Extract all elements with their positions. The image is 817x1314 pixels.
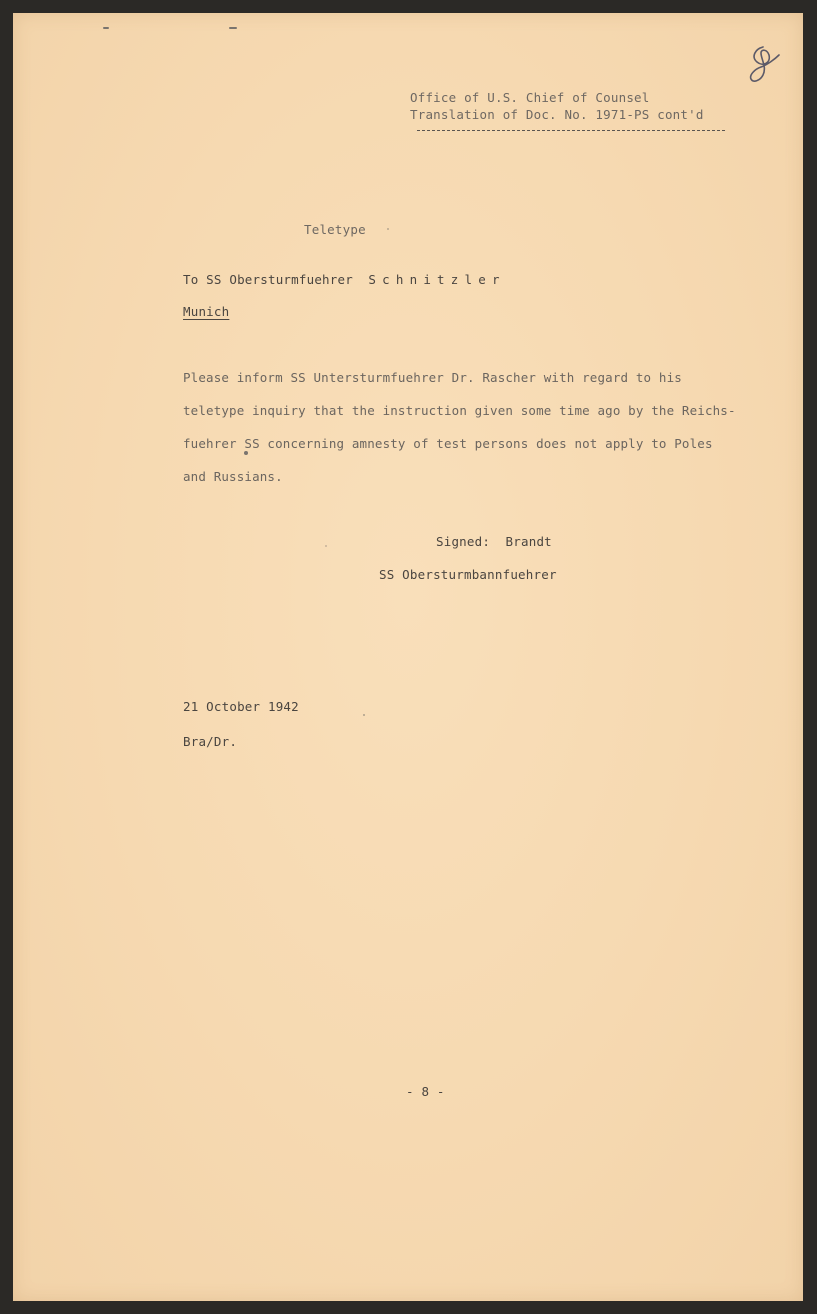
signer-name: Brandt — [505, 534, 552, 549]
body-line: fuehrer SS concerning amnesty of test persons does not apply to Poles — [183, 436, 713, 451]
document-reference: Bra/Dr. — [183, 734, 238, 749]
paper-speck — [244, 451, 248, 455]
paper-mark — [229, 27, 237, 29]
header-office-line: Office of U.S. Chief of Counsel — [410, 90, 650, 105]
handwritten-page-number — [741, 37, 785, 91]
signed-label: Signed: — [436, 534, 491, 549]
signature-line — [436, 534, 552, 550]
body-line: and Russians. — [183, 469, 283, 484]
addressee-city: Munich — [183, 304, 230, 319]
signer-rank: SS Obersturmbannfuehrer — [379, 567, 557, 582]
paper-speck — [387, 228, 389, 230]
addressee-name: Schnitzler — [368, 272, 506, 287]
body-line: teletype inquiry that the instruction given some time ago by the Reichs- — [183, 403, 736, 418]
paper-speck — [325, 545, 327, 547]
addressee-line — [183, 272, 506, 288]
body-line: Please inform SS Untersturmfuehrer Dr. Rascher with regard to his — [183, 370, 682, 385]
paper-mark — [103, 27, 109, 29]
header-dashed-rule — [417, 130, 725, 131]
paper-speck — [363, 714, 365, 716]
document-date: 21 October 1942 — [183, 699, 299, 714]
document-page — [13, 13, 803, 1301]
page-number: - 8 - — [406, 1084, 445, 1099]
document-title: Teletype — [304, 222, 366, 237]
addressee-rank: To SS Obersturmfuehrer — [183, 272, 353, 287]
header-translation-line: Translation of Doc. No. 1971-PS cont'd — [410, 107, 704, 122]
